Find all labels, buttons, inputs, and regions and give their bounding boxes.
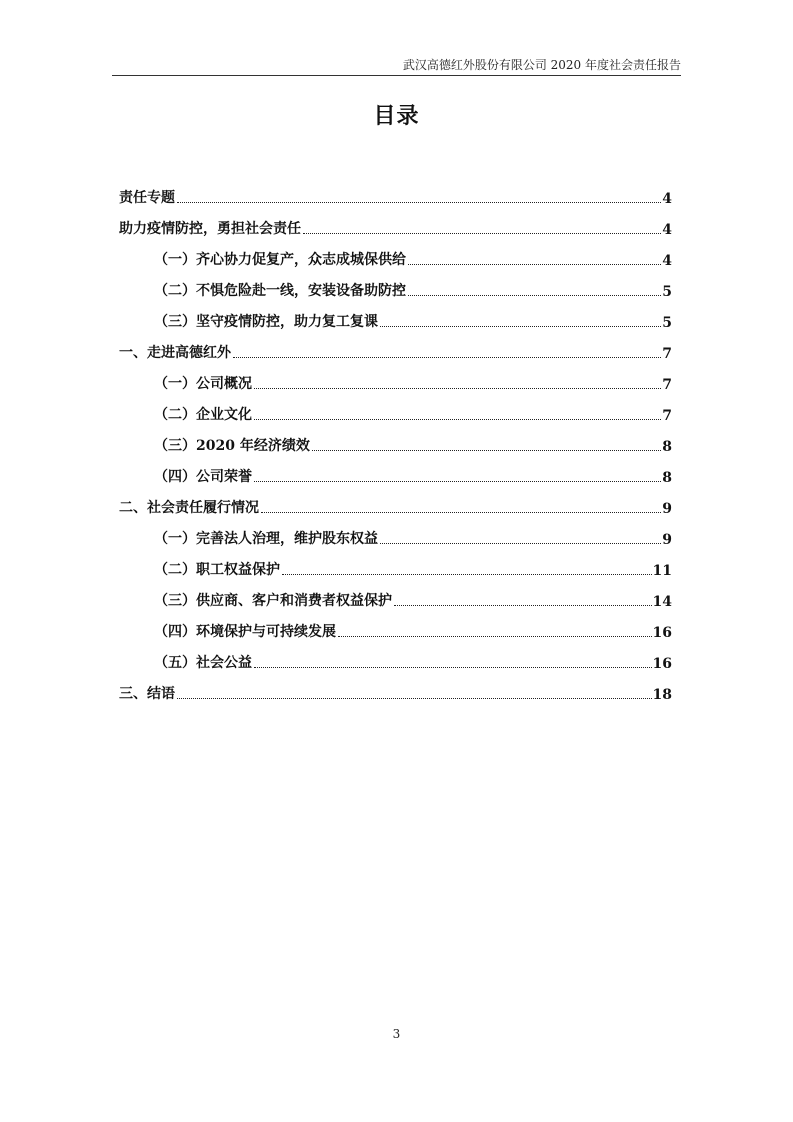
toc-dot-leader [254,418,661,420]
toc-dot-leader [177,201,661,203]
toc-entry-label: （三）坚守疫情防控，助力复工复课 [154,314,378,330]
toc-entry-page: 11 [652,563,672,579]
toc-dot-leader [233,356,661,358]
toc-entry-label: 助力疫情防控，勇担社会责任 [119,221,301,237]
page-number: 3 [392,1027,401,1041]
toc-dot-leader [254,387,661,389]
toc-entry[interactable] [119,337,672,368]
toc-dot-leader [282,573,652,575]
toc-entry[interactable] [119,647,672,678]
toc-entry-page: 8 [662,470,672,486]
toc-entry-page: 18 [652,687,672,703]
toc-entry-label: （三）供应商、客户和消费者权益保护 [154,593,392,609]
toc-entry-page: 9 [662,501,672,517]
toc-dot-leader [338,635,652,637]
toc-title: 目录 [373,103,420,129]
toc-entry-page: 14 [652,594,672,610]
toc-dot-leader [408,294,661,296]
toc-entry-label: 三、结语 [119,686,175,702]
toc-entry[interactable] [119,213,672,244]
toc-entry-page: 7 [662,377,672,393]
toc-entry-label: 二、社会责任履行情况 [119,500,259,516]
toc-dot-leader [408,263,661,265]
toc-entry[interactable] [119,368,672,399]
toc-entry-label: （四）公司荣誉 [154,469,252,485]
toc-entry-label: （三）2020 年经济绩效 [154,438,310,454]
toc-entry-page: 4 [662,222,672,238]
toc-entry-page: 8 [662,439,672,455]
toc-entry[interactable] [119,523,672,554]
toc-entry-label: （一）完善法人治理，维护股东权益 [154,531,378,547]
running-header: 武汉高德红外股份有限公司 2020 年度社会责任报告 [402,58,681,72]
toc-entry-label: （五）社会公益 [154,655,252,671]
toc-entry-page: 9 [662,532,672,548]
toc-entry[interactable] [119,306,672,337]
toc-entry-page: 7 [662,408,672,424]
toc-entry-page: 16 [652,625,672,641]
toc-dot-leader [303,232,661,234]
toc-dot-leader [254,666,652,668]
toc-dot-leader [177,697,652,699]
toc-entry[interactable] [119,244,672,275]
toc-entry[interactable] [119,492,672,523]
toc-entry[interactable] [119,616,672,647]
toc-entry-page: 4 [662,191,672,207]
toc-dot-leader [312,449,661,451]
toc-dot-leader [380,542,661,544]
toc-entry-label: （二）职工权益保护 [154,562,280,578]
toc-entry-page: 7 [662,346,672,362]
toc-entry[interactable] [119,430,672,461]
toc-entry-label: （二）企业文化 [154,407,252,423]
toc-entry[interactable] [119,461,672,492]
toc-dot-leader [261,511,661,513]
toc-entry-label: 责任专题 [119,190,175,206]
toc-entry-page: 5 [662,284,672,300]
toc-entry-page: 16 [652,656,672,672]
toc-entry-label: （一）公司概况 [154,376,252,392]
toc-entry[interactable] [119,585,672,616]
toc-entry[interactable] [119,554,672,585]
toc-entry[interactable] [119,182,672,213]
table-of-contents [119,182,672,709]
toc-entry-label: （四）环境保护与可持续发展 [154,624,336,640]
toc-entry[interactable] [119,399,672,430]
toc-entry-label: （一）齐心协力促复产，众志成城保供给 [154,252,406,268]
toc-entry[interactable] [119,275,672,306]
toc-entry-label: 一、走进高德红外 [119,345,231,361]
toc-dot-leader [380,325,661,327]
toc-dot-leader [394,604,652,606]
header-divider [112,75,681,76]
toc-entry-label: （二）不惧危险赴一线，安装设备助防控 [154,283,406,299]
toc-entry-page: 5 [662,315,672,331]
toc-entry-page: 4 [662,253,672,269]
toc-dot-leader [254,480,661,482]
toc-entry[interactable] [119,678,672,709]
